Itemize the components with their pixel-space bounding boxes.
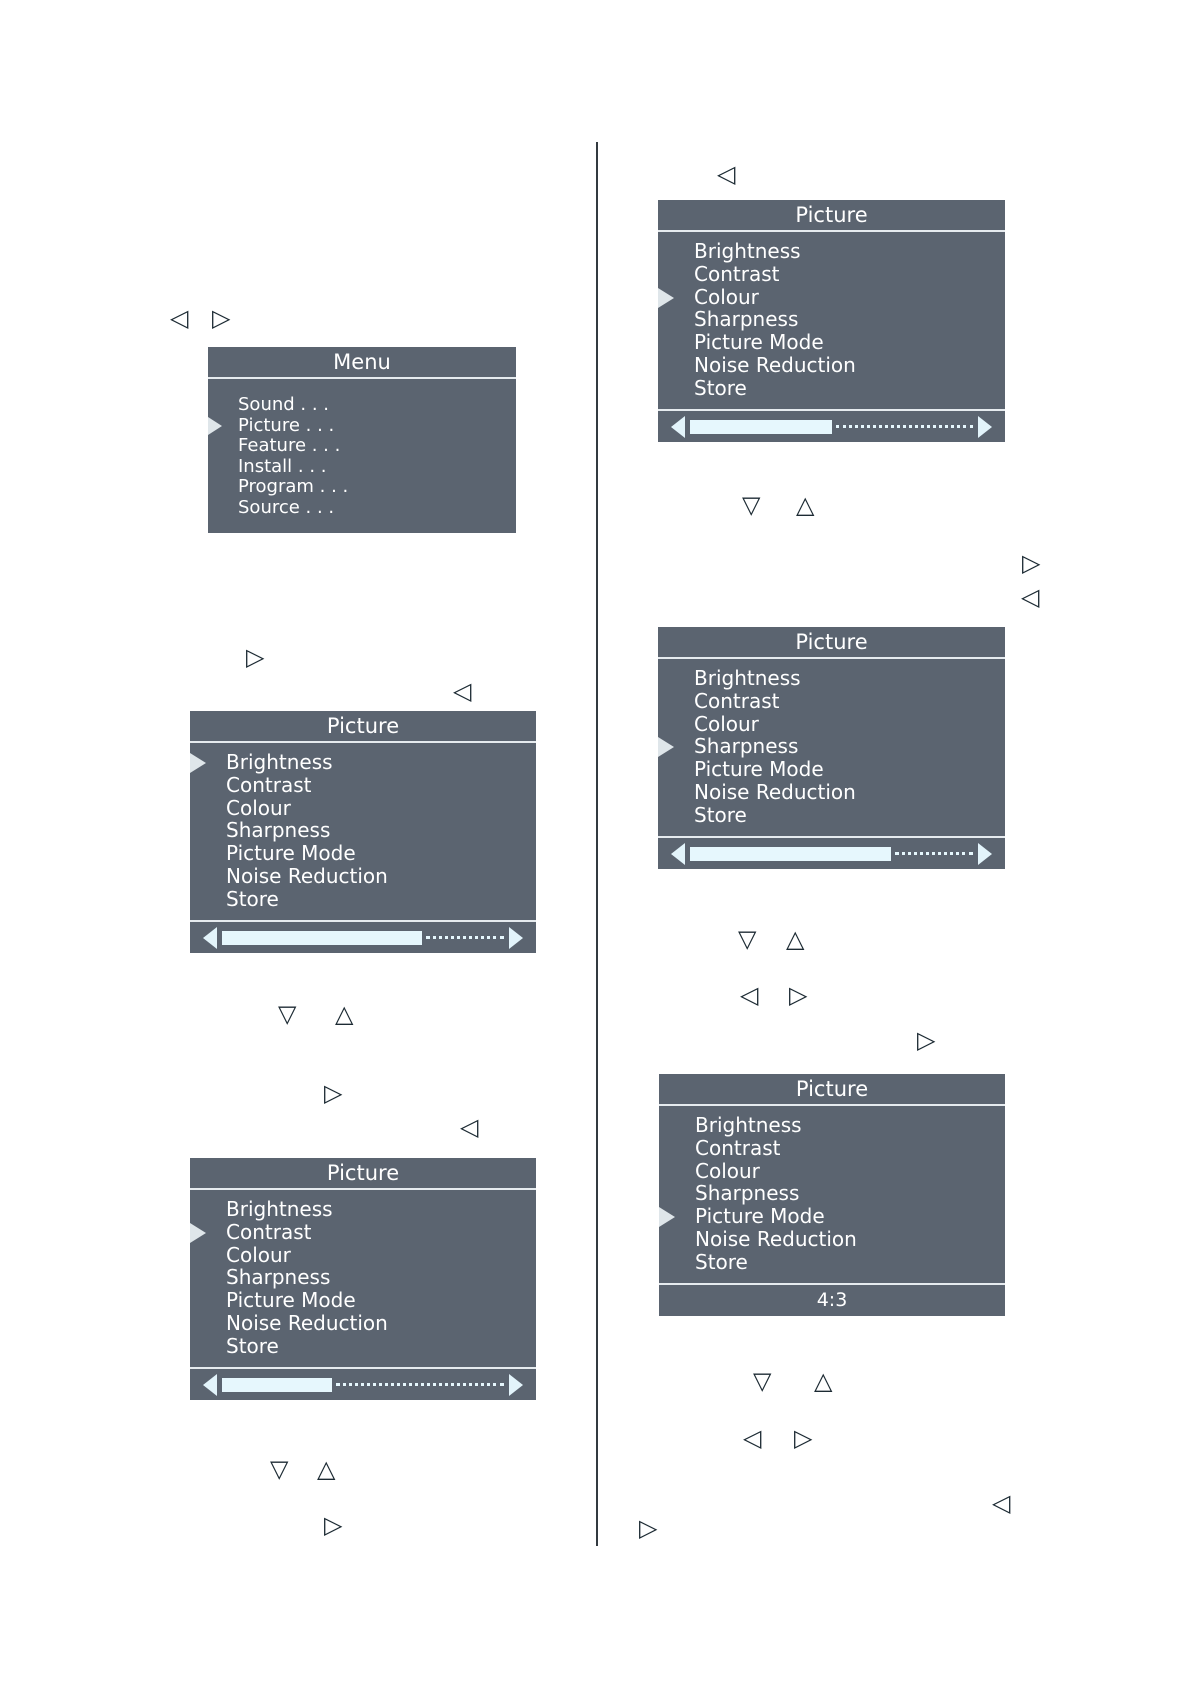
- left-arrow-icon: ◁: [992, 1489, 1011, 1517]
- menu-item-store[interactable]: Store: [695, 1249, 748, 1274]
- menu-item-colour[interactable]: Colour: [695, 1158, 760, 1183]
- menu-item-sharpness[interactable]: Sharpness: [226, 818, 331, 843]
- menu-item-sharpness[interactable]: Sharpness: [226, 1265, 331, 1290]
- menu-item-brightness[interactable]: Brightness: [694, 666, 801, 690]
- right-arrow-icon: ▷: [212, 304, 231, 332]
- menu-title: Picture: [658, 200, 1005, 232]
- menu-item-colour[interactable]: Colour: [658, 286, 1005, 309]
- right-arrow-icon: ▷: [324, 1079, 343, 1107]
- menu-item-store[interactable]: Store: [694, 375, 747, 400]
- menu-item-install[interactable]: Install . . .: [238, 455, 327, 477]
- slider-fill: [222, 931, 422, 945]
- slider-right-icon[interactable]: [509, 927, 523, 949]
- down-arrow-icon: ▽: [753, 1367, 772, 1395]
- slider-track: [690, 420, 973, 434]
- menu-item-sharpness[interactable]: Sharpness: [695, 1181, 800, 1206]
- left-arrow-icon: ◁: [740, 981, 759, 1009]
- menu-item-contrast[interactable]: Contrast: [695, 1135, 781, 1160]
- picture-menu-sharpness: [658, 627, 1005, 869]
- right-arrow-icon: ▷: [246, 643, 265, 671]
- selection-cursor-icon: [190, 1223, 206, 1243]
- right-arrow-icon: ▷: [917, 1026, 936, 1054]
- menu-item-noise-reduction[interactable]: Noise Reduction: [226, 1310, 388, 1335]
- menu-title: Menu: [208, 347, 516, 379]
- selection-cursor-icon: [659, 1207, 675, 1227]
- menu-item-picture[interactable]: Picture . . .: [208, 416, 516, 437]
- slider-fill: [690, 847, 891, 861]
- slider-fill: [222, 1378, 332, 1392]
- menu-item-sharpness[interactable]: Sharpness: [658, 735, 1005, 758]
- right-arrow-icon: ▷: [324, 1511, 343, 1539]
- up-arrow-icon: △: [335, 1000, 354, 1028]
- down-arrow-icon: ▽: [738, 925, 757, 953]
- menu-item-sharpness[interactable]: Sharpness: [694, 307, 799, 332]
- right-arrow-icon: ▷: [639, 1514, 658, 1542]
- menu-item-colour[interactable]: Colour: [226, 795, 291, 820]
- main-menu-panel: [208, 347, 516, 533]
- menu-item-store[interactable]: Store: [226, 1333, 279, 1358]
- slider-remaining: [426, 936, 504, 943]
- left-arrow-icon: ◁: [743, 1424, 762, 1452]
- slider-track: [690, 847, 973, 861]
- slider-remaining: [895, 852, 973, 859]
- slider-remaining: [336, 1383, 504, 1390]
- down-arrow-icon: ▽: [742, 491, 761, 519]
- slider-right-icon[interactable]: [509, 1374, 523, 1396]
- menu-item-picture-mode[interactable]: Picture Mode: [226, 841, 356, 866]
- up-arrow-icon: △: [796, 491, 815, 519]
- menu-title: Picture: [190, 711, 536, 743]
- slider-track: [222, 1378, 504, 1392]
- left-arrow-icon: ◁: [460, 1113, 479, 1141]
- menu-item-feature[interactable]: Feature . . .: [238, 435, 341, 456]
- selection-cursor-icon: [658, 288, 674, 308]
- level-slider[interactable]: [190, 1367, 536, 1400]
- up-arrow-icon: △: [814, 1367, 833, 1395]
- right-arrow-icon: ▷: [794, 1424, 813, 1452]
- menu-item-brightness[interactable]: Brightness: [226, 1197, 333, 1221]
- aspect-ratio-value: 4:3: [816, 1289, 848, 1311]
- slider-remaining: [836, 425, 974, 432]
- menu-item-picture-mode[interactable]: Picture Mode: [226, 1288, 356, 1313]
- down-arrow-icon: ▽: [270, 1455, 289, 1483]
- menu-item-picture-mode[interactable]: Picture Mode: [659, 1205, 1005, 1228]
- picture-menu-contrast: [190, 1158, 536, 1400]
- menu-item-picture-mode[interactable]: Picture Mode: [694, 757, 824, 782]
- menu-item-noise-reduction[interactable]: Noise Reduction: [695, 1226, 857, 1251]
- left-arrow-icon: ◁: [1021, 583, 1040, 611]
- menu-title: Picture: [659, 1074, 1005, 1106]
- slider-right-icon[interactable]: [978, 416, 992, 438]
- menu-item-contrast[interactable]: Contrast: [694, 688, 780, 713]
- level-slider[interactable]: [658, 409, 1005, 442]
- slider-fill: [690, 420, 832, 434]
- picture-menu-brightness: [190, 711, 536, 953]
- menu-item-colour[interactable]: Colour: [694, 711, 759, 736]
- menu-item-contrast[interactable]: Contrast: [694, 261, 780, 286]
- slider-right-icon[interactable]: [978, 843, 992, 865]
- level-slider[interactable]: [658, 836, 1005, 869]
- right-arrow-icon: ▷: [789, 981, 808, 1009]
- menu-item-store[interactable]: Store: [694, 802, 747, 827]
- menu-item-noise-reduction[interactable]: Noise Reduction: [694, 352, 856, 377]
- level-slider[interactable]: [190, 920, 536, 953]
- menu-title: Picture: [190, 1158, 536, 1190]
- slider-left-icon[interactable]: [203, 1374, 217, 1396]
- menu-item-store[interactable]: Store: [226, 886, 279, 911]
- menu-item-contrast[interactable]: Contrast: [190, 1221, 536, 1244]
- menu-item-noise-reduction[interactable]: Noise Reduction: [694, 779, 856, 804]
- picture-menu-picture-mode: [659, 1074, 1005, 1316]
- up-arrow-icon: △: [786, 925, 805, 953]
- menu-item-source[interactable]: Source . . .: [238, 496, 335, 518]
- selection-cursor-icon: [190, 753, 206, 773]
- menu-item-noise-reduction[interactable]: Noise Reduction: [226, 863, 388, 888]
- selection-cursor-icon: [658, 737, 674, 757]
- menu-item-picture-mode[interactable]: Picture Mode: [694, 330, 824, 355]
- slider-left-icon[interactable]: [671, 843, 685, 865]
- down-arrow-icon: ▽: [278, 1000, 297, 1028]
- left-arrow-icon: ◁: [717, 160, 736, 188]
- right-arrow-icon: ▷: [1022, 549, 1041, 577]
- menu-item-program[interactable]: Program . . .: [238, 476, 349, 497]
- left-arrow-icon: ◁: [170, 304, 189, 332]
- mode-value-bar[interactable]: [659, 1283, 1005, 1316]
- menu-title: Picture: [658, 627, 1005, 659]
- slider-track: [222, 931, 504, 945]
- menu-item-brightness[interactable]: Brightness: [695, 1113, 802, 1137]
- selection-cursor-icon: [208, 417, 222, 435]
- menu-item-contrast[interactable]: Contrast: [226, 772, 312, 797]
- menu-item-sound[interactable]: Sound . . .: [238, 394, 330, 415]
- picture-menu-colour: [658, 200, 1005, 442]
- column-divider: [596, 142, 598, 1546]
- slider-left-icon[interactable]: [671, 416, 685, 438]
- menu-item-brightness[interactable]: Brightness: [190, 751, 536, 774]
- left-arrow-icon: ◁: [453, 677, 472, 705]
- up-arrow-icon: △: [317, 1455, 336, 1483]
- menu-item-brightness[interactable]: Brightness: [694, 239, 801, 263]
- menu-item-colour[interactable]: Colour: [226, 1242, 291, 1267]
- slider-left-icon[interactable]: [203, 927, 217, 949]
